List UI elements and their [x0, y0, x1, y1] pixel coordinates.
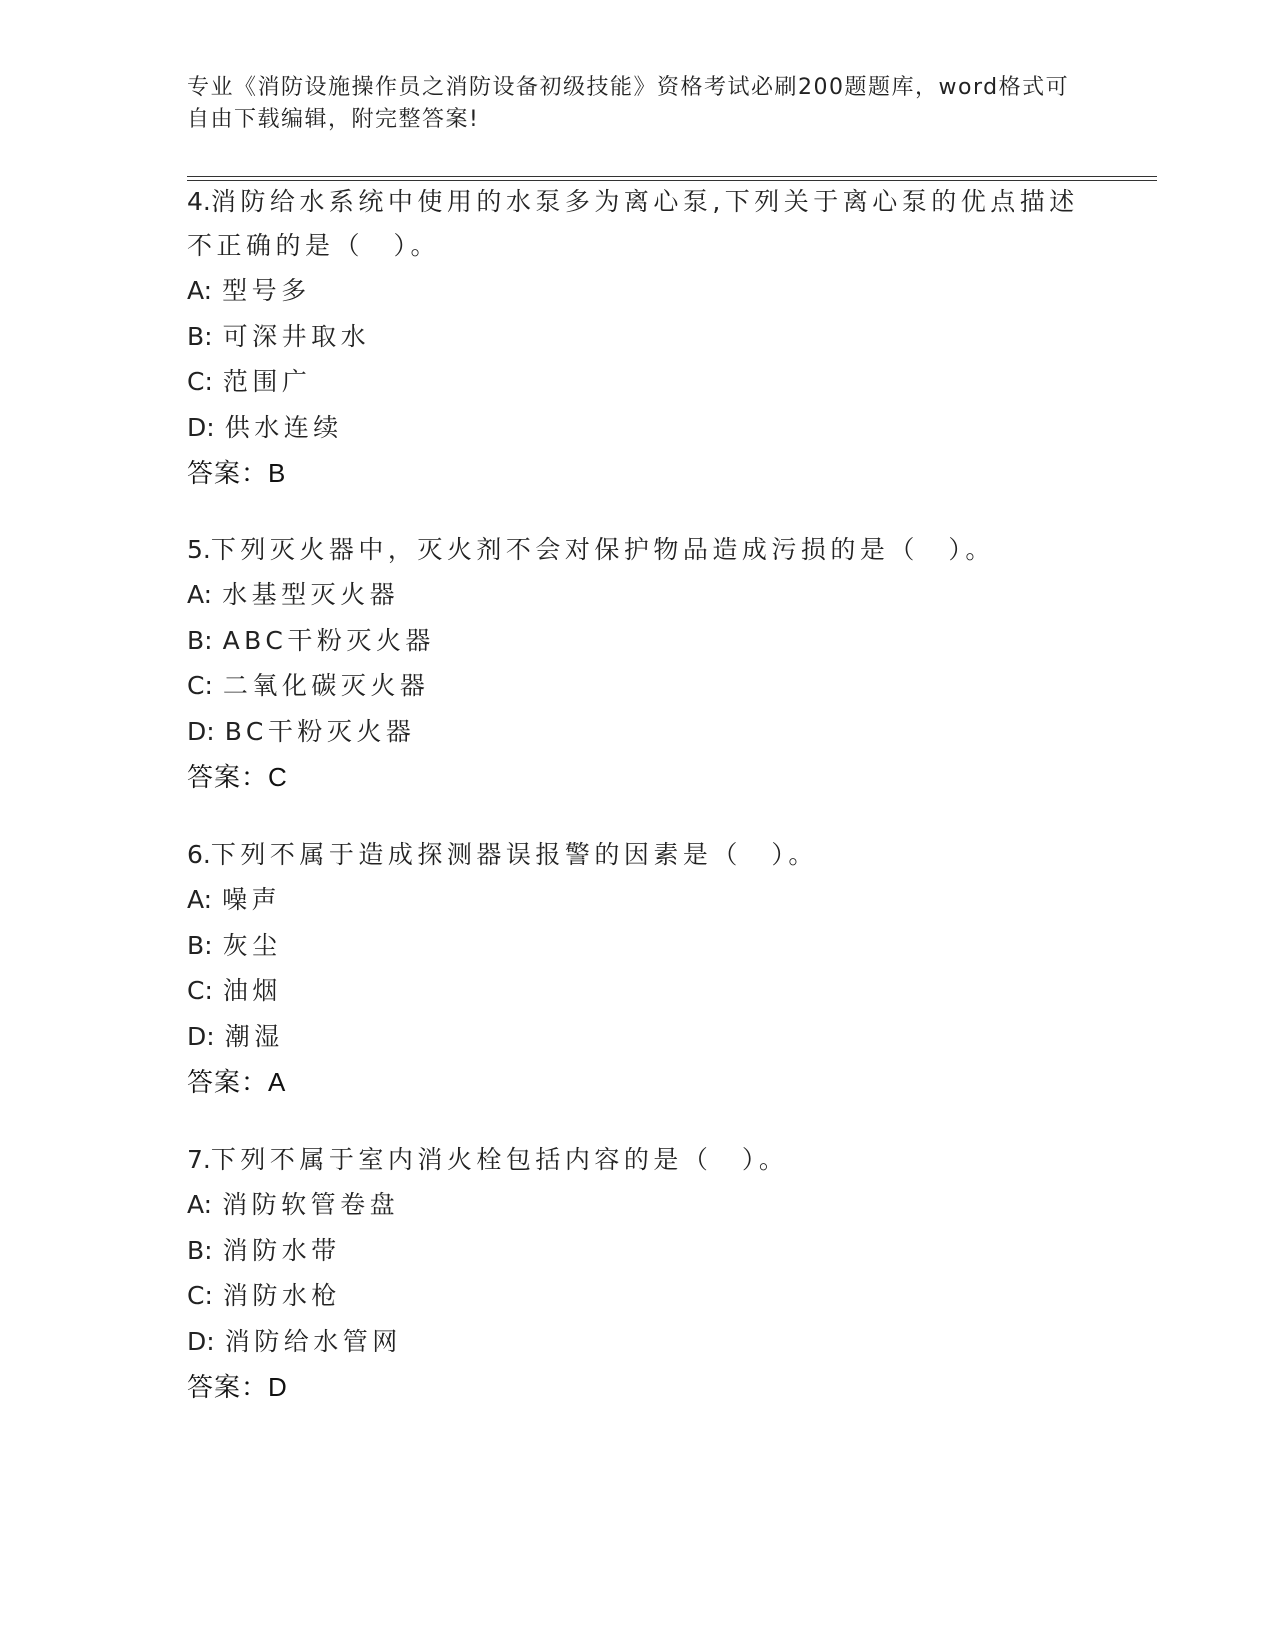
question-number: 4.: [187, 187, 211, 216]
question-stem: [187, 1138, 1087, 1182]
answer-line: 答案：D: [187, 1372, 288, 1402]
question-text: 下列不属于造成探测器误报警的因素是（ ）。: [210, 840, 818, 869]
option-letter: C:: [187, 976, 213, 1005]
option-a: [187, 1182, 1087, 1228]
option-c: [187, 359, 1087, 405]
question-text: 下列不属于室内消火栓包括内容的是（ ）。: [210, 1145, 789, 1174]
question-stem: [187, 180, 1087, 268]
option-letter: D:: [187, 1021, 215, 1051]
question-stem: [187, 528, 1087, 572]
option-b: [187, 618, 1087, 664]
question-5: [187, 528, 1087, 800]
question-4: [187, 180, 1087, 496]
option-c: [187, 1273, 1087, 1319]
option-letter: C:: [187, 367, 213, 396]
answer-line: 答案：B: [187, 458, 287, 488]
option-text: 消防软管卷盘: [222, 1190, 400, 1219]
option-letter: C:: [187, 671, 213, 700]
answer-line: 答案：A: [187, 1067, 287, 1097]
question-stem: [187, 833, 1087, 877]
option-text: 消防给水管网: [224, 1326, 402, 1356]
option-letter: A:: [187, 276, 213, 305]
option-b: [187, 314, 1087, 360]
question-number: 6.: [187, 840, 211, 869]
option-d: [187, 1014, 1087, 1060]
answer-line: 答案：C: [187, 762, 288, 792]
question-number: 7.: [187, 1145, 211, 1174]
document-header: 专业《消防设施操作员之消防设备初级技能》资格考试必刷200题题库，word格式可自由下载编辑，附完整答案!: [187, 75, 1070, 132]
option-letter: A:: [187, 1190, 213, 1219]
option-text: 消防水枪: [222, 1281, 341, 1310]
option-text: 灰尘: [222, 930, 282, 960]
option-text: 水基型灭火器: [222, 580, 400, 609]
option-c: [187, 968, 1087, 1014]
option-letter: D:: [187, 1326, 215, 1356]
option-letter: D:: [187, 716, 215, 746]
option-text: 潮湿: [224, 1021, 284, 1051]
option-a: [187, 268, 1087, 314]
option-letter: B:: [187, 321, 213, 351]
option-b: [187, 923, 1087, 969]
option-letter: B:: [187, 625, 213, 655]
option-text: 二氧化碳灭火器: [222, 671, 430, 700]
option-text: 可深井取水: [222, 321, 371, 351]
option-letter: B:: [187, 930, 213, 960]
question-6: [187, 833, 1087, 1105]
option-text: 消防水带: [222, 1235, 341, 1265]
option-text: 范围广: [222, 367, 312, 396]
option-a: [187, 572, 1087, 618]
option-letter: A:: [187, 885, 213, 914]
option-d: [187, 709, 1087, 755]
option-text: 供水连续: [224, 412, 343, 442]
question-text: 消防给水系统中使用的水泵多为离心泵,下列关于离心泵的优点描述不正确的是（ ）。: [187, 187, 1079, 260]
option-text: 油烟: [222, 976, 282, 1005]
option-b: [187, 1228, 1087, 1274]
option-text: BC干粉灭火器: [224, 716, 416, 746]
option-c: [187, 663, 1087, 709]
option-text: 型号多: [222, 276, 311, 305]
question-text: 下列灭火器中，灭火剂不会对保护物品造成污损的是（ ）。: [210, 535, 995, 564]
option-d: [187, 1319, 1087, 1365]
option-text: ABC干粉灭火器: [222, 625, 435, 655]
question-number: 5.: [187, 535, 211, 564]
question-7: [187, 1138, 1087, 1410]
option-text: 噪声: [222, 885, 282, 914]
option-a: [187, 877, 1087, 923]
option-d: [187, 405, 1087, 451]
option-letter: B:: [187, 1235, 213, 1265]
option-letter: C:: [187, 1281, 213, 1310]
option-letter: D:: [187, 412, 215, 442]
option-letter: A:: [187, 580, 213, 609]
